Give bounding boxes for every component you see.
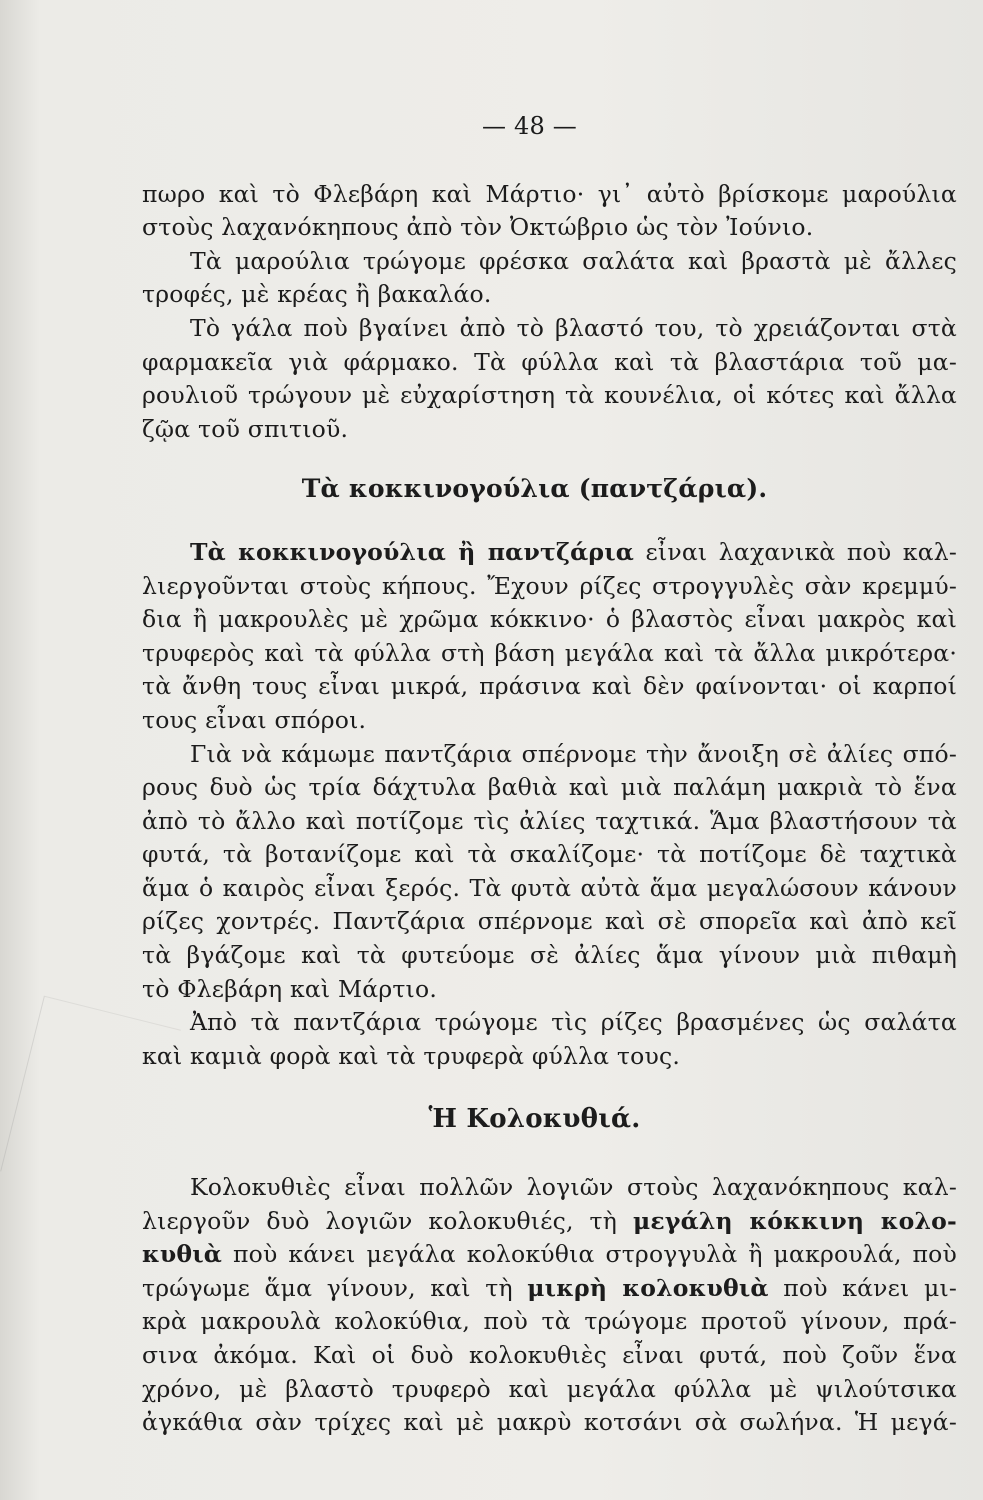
- text-line: δια ἢ μακρουλὲς μὲ χρῶμα κόκκινο· ὁ βλαστὸς εἶναι μακρὸς καὶ: [142, 605, 957, 634]
- bold-term: κυθιὰ: [142, 1240, 223, 1269]
- paragraph-beetroot-eating: [142, 1006, 957, 1073]
- text-line: ζῷα τοῦ σπιτιοῦ.: [142, 414, 349, 443]
- bold-term: Τὰ κοκκινογούλια ἢ παντζάρια: [190, 537, 635, 566]
- text-line: κρὰ μακρουλὰ κολοκύθια, ποὺ τὰ τρώγομε προτοῦ γίνουν, πρά-: [142, 1307, 957, 1336]
- text-line: ἀπὸ τὸ ἄλλο καὶ ποτίζομε τὶς ἀλίες ταχτικά. Ἅμα βλαστήσουν τὰ: [142, 806, 957, 835]
- text-line: Ἀπὸ τὰ παντζάρια τρώγομε τὶς ρίζες βρασμένες ὡς σαλάτα: [190, 1008, 957, 1037]
- text-line: [142, 1238, 957, 1272]
- text-line: Τὸ γάλα ποὺ βγαίνει ἀπὸ τὸ βλαστό του, τὸ χρειάζονται στὰ: [190, 313, 957, 342]
- paragraph-lettuce-milk: [142, 312, 957, 446]
- text-line: ρίζες χοντρές. Παντζάρια σπέρνομε καὶ σὲ σπορεῖα καὶ ἀπὸ κεῖ: [142, 907, 957, 936]
- text-line: λιεργοῦνται στοὺς κήπους. Ἔχουν ρίζες στρογγυλὲς σὰν κρεμμύ-: [142, 571, 957, 600]
- text-line: ἅμα ὁ καιρὸς εἶναι ξερός. Τὰ φυτὰ αὐτὰ ἅμα μεγαλώσουν κάνουν: [142, 873, 957, 902]
- text-line: Τὰ μαρούλια τρώγομε φρέσκα σαλάτα καὶ βραστὰ μὲ ἄλλες: [190, 246, 957, 275]
- text-fragment: ποὺ κάνει μι-: [768, 1273, 958, 1302]
- text-fragment: λιεργοῦν δυὸ λογιῶν κολοκυθιές, τὴ: [142, 1206, 633, 1235]
- text-fragment: ποὺ κάνει μεγάλα κολοκύθια στρογγυλὰ ἢ μακρουλά, ποὺ: [222, 1240, 957, 1269]
- text-line: καὶ καμιὰ φορὰ καὶ τὰ τρυφερὰ φύλλα τους.: [142, 1041, 680, 1070]
- text-line: τροφές, μὲ κρέας ἢ βακαλάο.: [142, 280, 492, 309]
- text-line: σινα ἀκόμα. Καὶ οἱ δυὸ κολοκυθιὲς εἶναι φυτά, ποὺ ζοῦν ἕνα: [142, 1341, 957, 1369]
- text-line: τὸ Φλεβάρη καὶ Μάρτιο.: [142, 974, 437, 1003]
- text-line: ἀγκάθια σὰν τρίχες καὶ μὲ μακρὺ κοτσάνι σὰ σωλήνα. Ἡ μεγά-: [142, 1408, 957, 1437]
- text-line: [142, 1272, 957, 1306]
- text-fragment: τρώγωμε ἅμα γίνουν, καὶ τὴ: [142, 1273, 528, 1302]
- text-line: Κολοκυθιὲς εἶναι πολλῶν λογιῶν στοὺς λαχανόκηπους καλ-: [190, 1173, 957, 1202]
- paragraph-beetroot-planting: [142, 738, 957, 1007]
- bold-term: μικρὴ κολοκυθιὰ: [527, 1273, 769, 1302]
- paragraph-zucchini-description: [142, 1171, 957, 1440]
- page-text: [142, 110, 957, 1440]
- text-line: τὰ ἄνθη τους εἶναι μικρά, πράσινα καὶ δὲν φαίνονται· οἱ καρποί: [142, 672, 957, 701]
- text-line: στοὺς λαχανόκηπους ἀπὸ τὸν Ὀκτώβριο ὡς τὸν Ἰούνιο.: [142, 213, 814, 242]
- intro-paragraph: [142, 178, 957, 245]
- text-line: [142, 536, 957, 570]
- section-heading-zucchini: Ἡ Κολοκυθιά.: [428, 1104, 641, 1135]
- paragraph-beetroot-description: [142, 536, 957, 738]
- text-line: φυτά, τὰ βοτανίζομε καὶ τὰ σκαλίζομε· τὰ ποτίζομε δὲ ταχτικὰ: [142, 840, 957, 869]
- text-line: [142, 1205, 957, 1239]
- text-line: χρόνο, μὲ βλαστὸ τρυφερὸ καὶ μεγάλα φύλλα μὲ ψιλούτσικα: [142, 1374, 957, 1403]
- text-line: ρουλιοῦ τρώγουν μὲ εὐχαρίστηση τὰ κουνέλια, οἱ κότες καὶ ἄλλα: [142, 381, 957, 410]
- bold-term: μεγάλη κόκκινη κολο-: [632, 1206, 957, 1235]
- text-fragment: εἶναι λαχανικὰ ποὺ καλ-: [634, 537, 957, 566]
- paragraph-lettuce-eating: [142, 245, 957, 312]
- text-line: τὰ βγάζομε καὶ τὰ φυτεύομε σὲ ἀλίες ἅμα γίνουν μιὰ πιθαμὴ: [142, 941, 957, 970]
- text-line: τους εἶναι σπόροι.: [142, 705, 367, 734]
- text-line: Γιὰ νὰ κάμωμε παντζάρια σπέρνομε τὴν ἄνοιξη σὲ ἀλίες σπό-: [190, 739, 957, 768]
- text-line: τρυφερὸς καὶ τὰ φύλλα στὴ βάση μεγάλα καὶ τὰ ἄλλα μικρότερα·: [142, 638, 957, 667]
- section-heading-beetroot: Τὰ κοκκινογούλια (παντζάρια).: [301, 474, 768, 504]
- text-line: πωρο καὶ τὸ Φλεβάρη καὶ Μάρτιο· γι᾽ αὐτὸ βρίσκομε μαρούλια: [142, 179, 957, 208]
- text-line: φαρμακεῖα γιὰ φάρμακο. Τὰ φύλλα καὶ τὰ βλαστάρια τοῦ μα-: [142, 347, 957, 376]
- page-number: — 48 —: [482, 112, 577, 140]
- text-line: ρους δυὸ ὡς τρία δάχτυλα βαθιὰ καὶ μιὰ παλάμη μακριὰ τὸ ἕνα: [142, 773, 957, 802]
